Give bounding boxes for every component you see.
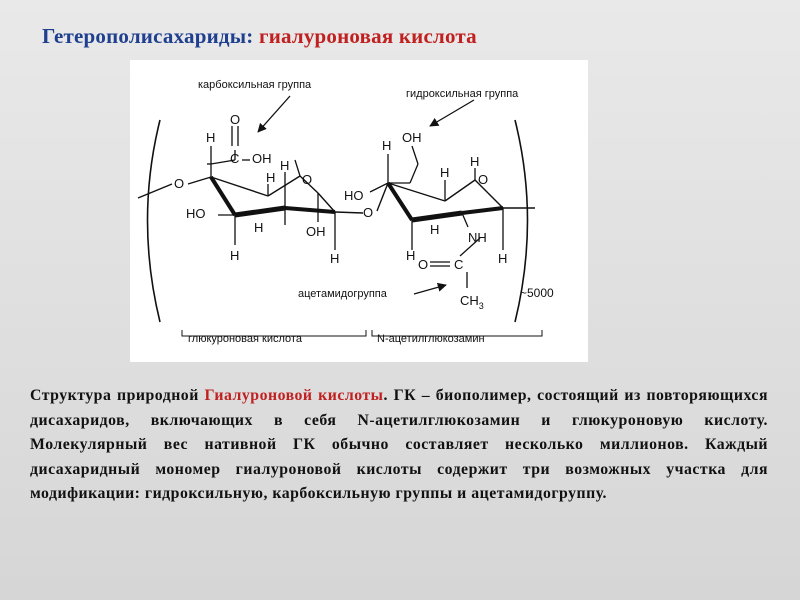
glycosidic-o: O bbox=[363, 205, 374, 220]
ring1-left-o: O bbox=[174, 176, 185, 191]
caption-part2: . ГК – биополимер, состоящий из повторяющихся дисахаридов, включающих в себя N-ацетилглюкозамин и глюкуроновую кислоту. Молекулярный вес нативной ГК обычно составляет несколько миллионов. Каждый дисахаридный мономер гиалуроновой кислоты содержит три возможных участка для модификации: гидроксильную, карбоксильную группы и ацетамидогруппу. bbox=[30, 387, 768, 502]
slide-title bbox=[42, 24, 477, 49]
acetamido-c: C bbox=[454, 257, 464, 272]
ring2-hydroxymethyl-oh: OH bbox=[402, 130, 422, 145]
structure-diagram bbox=[130, 60, 588, 362]
ring1-oh: OH bbox=[306, 224, 326, 239]
caption-paragraph bbox=[30, 384, 768, 507]
repeat-count-label: ~5000 bbox=[520, 286, 554, 300]
carbonyl-o: O bbox=[230, 112, 241, 127]
ring2-c1-h-up: H bbox=[470, 154, 480, 169]
ring1-c4-h-down: H bbox=[230, 248, 240, 263]
ring2-c2-h-up: H bbox=[440, 165, 450, 180]
glucuronic-acid-label: глюкуроновая кислота bbox=[188, 333, 302, 345]
ring2-c4-h: H bbox=[406, 248, 416, 263]
acetamido-o: O bbox=[418, 257, 429, 272]
chain-left-bond bbox=[138, 184, 172, 198]
carboxyl-c: C bbox=[230, 151, 240, 166]
hydroxyl-arrow bbox=[430, 100, 474, 126]
ring1-ring-o: O bbox=[302, 172, 313, 187]
hyaluronic-acid-structure-figure bbox=[130, 60, 588, 362]
ring2-c1-h-down: H bbox=[498, 251, 508, 266]
title-prefix: Гетерополисахариды: bbox=[42, 24, 254, 48]
ring1-c1-h: H bbox=[330, 251, 340, 266]
glycosidic-bond-1 bbox=[335, 212, 363, 213]
acetamido-ch3: $CH_3$ bbox=[460, 293, 484, 311]
ring2-ho: HO bbox=[344, 188, 364, 203]
ring1-c5-h: H bbox=[206, 130, 216, 145]
ring2-ring-o: O bbox=[478, 172, 489, 187]
ring2-nh: NH bbox=[468, 230, 487, 245]
ring1-c3-h-down: H bbox=[254, 220, 264, 235]
ring1-c3-h: H bbox=[280, 158, 290, 173]
caption-highlight: Гиалуроновой кислоты bbox=[204, 387, 384, 404]
hydroxyl-group-label: гидроксильная группа bbox=[406, 88, 519, 100]
title-highlight: гиалуроновая кислота bbox=[258, 24, 477, 48]
ring1-c4-h: H bbox=[266, 170, 276, 185]
acetamido-group-label: ацетамидогруппа bbox=[298, 288, 387, 300]
carboxyl-oh: OH bbox=[252, 151, 272, 166]
carboxyl-group-label: карбоксильная группа bbox=[198, 79, 312, 91]
n-acetylglucosamine-label: N-ацетилглюкозамин bbox=[377, 333, 485, 345]
carboxyl-arrow bbox=[258, 96, 290, 132]
ring1-left-link bbox=[188, 177, 211, 184]
ring2-c5-h: H bbox=[382, 138, 392, 153]
left-bracket bbox=[148, 120, 161, 322]
ring1-ho: HO bbox=[186, 206, 206, 221]
ring2-c3-h: H bbox=[430, 222, 440, 237]
acetamido-arrow bbox=[414, 285, 446, 294]
caption-part1: Структура природной bbox=[30, 387, 205, 404]
